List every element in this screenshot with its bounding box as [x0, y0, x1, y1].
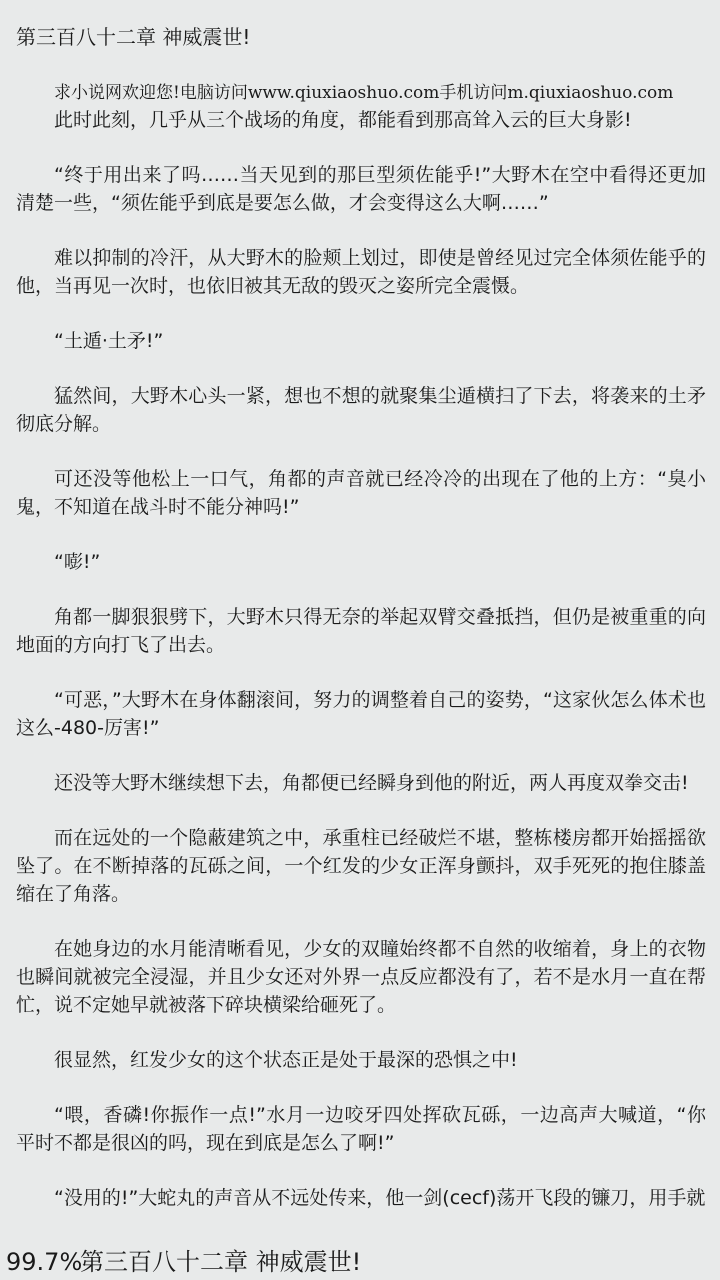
paragraph: “可恶，”大野木在身体翻滚间，努力的调整着自己的姿势，“这家伙怎么体术也这么-480-厉害!”: [16, 689, 706, 739]
paragraph: 角都一脚狠狠劈下，大野木只得无奈的举起双臂交叠抵挡，但仍是被重重的向地面的方向打飞了出去。: [16, 606, 706, 656]
paragraph: “嘭!”: [54, 551, 101, 573]
reading-progress: 99.7%: [6, 1248, 83, 1276]
paragraph: 猛然间，大野木心头一紧，想也不想的就聚集尘遁横扫了下去，将袭来的土矛彻底分解。: [16, 385, 706, 435]
chapter-title: 第三百八十二章 神威震世!: [16, 25, 251, 49]
paragraph: 还没等大野木继续想下去，角都便已经瞬身到他的附近，两人再度双拳交击!: [54, 772, 689, 794]
paragraph: 在她身边的水月能清晰看见，少女的双瞳始终都不自然的收缩着，身上的衣物也瞬间就被完全浸湿，并且少女还对外界一点反应都没有了，若不是水月一直在帮忙，说不定她早就被落下碎块横梁给砸死了。: [16, 938, 706, 1016]
reading-status-bar: [0, 1242, 720, 1280]
paragraph: “喂，香磷!你振作一点!”水月一边咬牙四处挥砍瓦砾，一边高声大喊道，“你平时不都是很凶的吗，现在到底是怎么了啊!”: [16, 1104, 706, 1154]
paragraph: “终于用出来了吗……当天见到的那巨型须佐能乎!”大野木在空中看得还更加清楚一些，“须佐能乎到底是要怎么做，才会变得这么大啊……”: [16, 164, 706, 214]
source-notice: 求小说网欢迎您!电脑访问www.qiuxiaoshuo.com手机访问m.qiuxiaoshuo.com: [54, 83, 674, 103]
paragraph: “土遁·土矛!”: [54, 330, 164, 352]
paragraph: 可还没等他松上一口气，角都的声音就已经冷冷的出现在了他的上方：“臭小鬼，不知道在战斗时不能分神吗!”: [16, 468, 706, 518]
paragraph: “没用的!”大蛇丸的声音从不远处传来，他一剑(cecf)荡开飞段的镰刀，用手就: [54, 1187, 706, 1209]
chapter-body: [16, 106, 706, 1239]
paragraph: 很显然，红发少女的这个状态正是处于最深的恐惧之中!: [54, 1049, 518, 1071]
footer-chapter-title: 第三百八十二章 神威震世!: [80, 1248, 362, 1276]
paragraph: 而在远处的一个隐蔽建筑之中，承重柱已经破烂不堪，整栋楼房都开始摇摇欲坠了。在不断掉落的瓦砾之间，一个红发的少女正浑身颤抖，双手死死的抱住膝盖缩在了角落。: [16, 827, 706, 905]
paragraph: 此时此刻，几乎从三个战场的角度，都能看到那高耸入云的巨大身影!: [54, 109, 632, 131]
paragraph: 难以抑制的冷汗，从大野木的脸颊上划过，即使是曾经见过完全体须佐能乎的他，当再见一次时，也依旧被其无敌的毁灭之姿所完全震慑。: [16, 247, 706, 297]
